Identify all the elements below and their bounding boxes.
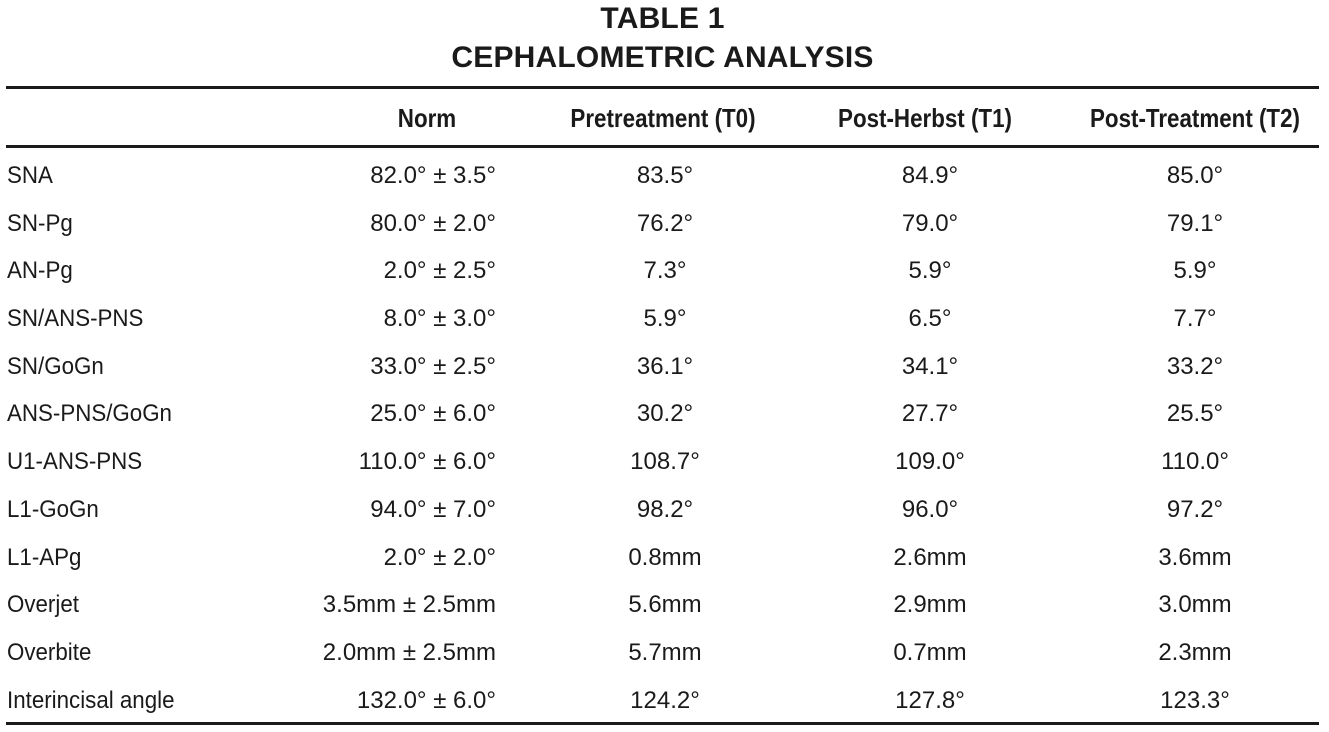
row-label: L1-APg [7, 543, 82, 571]
t1-value: 79.0° [901, 209, 959, 237]
t0-value: 124.2° [630, 686, 700, 714]
t2-value: 25.5° [1166, 400, 1224, 428]
header-post-treatment: Post-Treatment (T2) [1090, 103, 1300, 133]
row-label: SN/GoGn [7, 352, 104, 380]
table-row [0, 247, 1329, 295]
table-row [0, 534, 1329, 582]
table-subtitle: CEPHALOMETRIC ANALYSIS [451, 41, 874, 74]
bottom-rule [6, 722, 1319, 725]
t1-value: 96.0° [901, 495, 959, 523]
row-label: SN-Pg [7, 209, 73, 237]
table-row [0, 295, 1329, 343]
t0-value: 83.5° [636, 162, 694, 189]
table-row [0, 629, 1329, 677]
t2-value: 85.0° [1166, 162, 1224, 189]
header-norm: Norm [397, 103, 457, 133]
table-row [0, 152, 1329, 200]
norm-value: 82.0° ± 3.5° [370, 162, 496, 189]
t1-value: 6.5° [908, 305, 952, 333]
t1-value: 84.9° [901, 162, 959, 189]
row-label: AN-Pg [7, 257, 73, 285]
norm-value: 25.0° ± 6.0° [370, 400, 496, 428]
table-row [0, 200, 1329, 248]
t0-value: 98.2° [636, 495, 694, 523]
t0-value: 5.7mm [628, 638, 702, 666]
row-label: SN/ANS-PNS [7, 305, 144, 333]
table-row [0, 343, 1329, 391]
t1-value: 5.9° [908, 257, 952, 285]
table-title: TABLE 1 [600, 2, 725, 35]
row-label: L1-GoGn [7, 495, 99, 523]
t0-value: 108.7° [630, 448, 700, 476]
t2-value: 2.3mm [1158, 638, 1232, 666]
table-body [0, 152, 1329, 724]
norm-value: 132.0° ± 6.0° [356, 686, 496, 714]
norm-value: 2.0° ± 2.5° [383, 257, 496, 285]
norm-value: 110.0° ± 6.0° [358, 448, 496, 476]
t1-value: 34.1° [901, 352, 959, 380]
norm-value: 3.5mm ± 2.5mm [322, 591, 496, 619]
norm-value: 2.0mm ± 2.5mm [322, 638, 496, 666]
t2-value: 3.6mm [1158, 543, 1232, 571]
row-label: Overjet [7, 591, 79, 619]
t2-value: 110.0° [1161, 448, 1229, 476]
t0-value: 30.2° [636, 400, 694, 428]
row-label: ANS-PNS/GoGn [7, 400, 172, 428]
t1-value: 2.6mm [893, 543, 967, 571]
header-rule [6, 145, 1319, 148]
t0-value: 5.6mm [628, 591, 702, 619]
t2-value: 5.9° [1173, 257, 1217, 285]
table-row [0, 438, 1329, 486]
table-row [0, 486, 1329, 534]
row-label: U1-ANS-PNS [7, 448, 143, 476]
table-row [0, 581, 1329, 629]
t0-value: 7.3° [643, 257, 687, 285]
t0-value: 5.9° [643, 305, 687, 333]
t1-value: 27.7° [901, 400, 959, 428]
row-label: Overbite [7, 638, 92, 666]
header-pretreatment: Pretreatment (T0) [570, 103, 756, 133]
header-post-herbst: Post-Herbst (T1) [838, 103, 1012, 133]
t1-value: 109.0° [895, 448, 965, 476]
t2-value: 97.2° [1166, 495, 1224, 523]
table-row [0, 390, 1329, 438]
t2-value: 79.1° [1166, 209, 1224, 237]
t2-value: 33.2° [1166, 352, 1224, 380]
t2-value: 7.7° [1173, 305, 1217, 333]
t2-value: 123.3° [1160, 686, 1230, 714]
norm-value: 2.0° ± 2.0° [383, 543, 496, 571]
norm-value: 94.0° ± 7.0° [370, 495, 496, 523]
row-label: Interincisal angle [7, 686, 175, 714]
t1-value: 2.9mm [893, 591, 967, 619]
t1-value: 127.8° [895, 686, 965, 714]
table-header [0, 97, 1329, 141]
top-rule [6, 86, 1319, 89]
norm-value: 8.0° ± 3.0° [383, 305, 496, 333]
t0-value: 0.8mm [628, 543, 702, 571]
t0-value: 36.1° [636, 352, 694, 380]
norm-value: 33.0° ± 2.5° [370, 352, 496, 380]
norm-value: 80.0° ± 2.0° [370, 209, 496, 237]
t1-value: 0.7mm [893, 638, 967, 666]
t2-value: 3.0mm [1158, 591, 1232, 619]
row-label: SNA [7, 162, 53, 189]
table-row [0, 677, 1329, 725]
t0-value: 76.2° [636, 209, 694, 237]
